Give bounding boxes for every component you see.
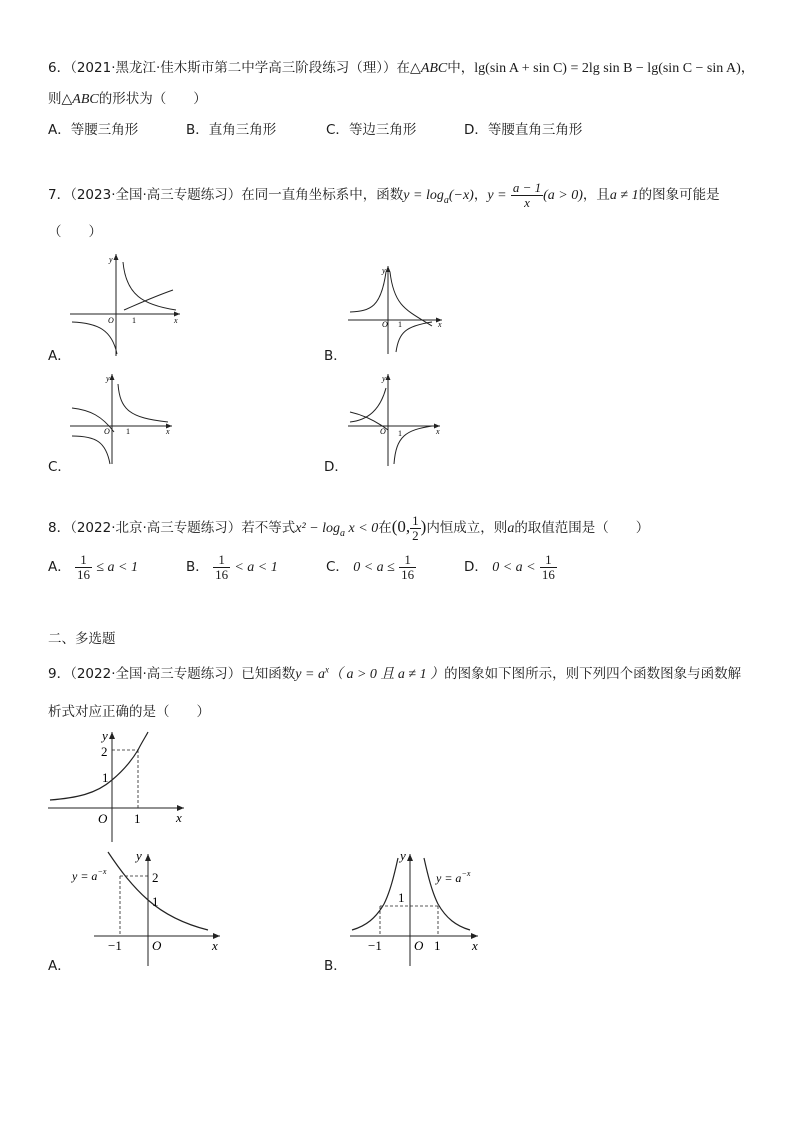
axis-x-label: x: [166, 427, 170, 436]
q7-label-d[interactable]: D．: [324, 459, 348, 475]
q7-graph-c: [68, 370, 180, 466]
q8-var: a: [507, 521, 515, 536]
x-tick-neg1-label: −1: [368, 938, 382, 953]
q7-label-a[interactable]: A．: [48, 348, 71, 364]
q6-option-a[interactable]: [48, 118, 138, 138]
option-text: 等腰三角形: [70, 122, 139, 138]
q8-option-d[interactable]: [464, 552, 557, 583]
q8-options: [48, 552, 748, 584]
q9-stem-post: 的图象如下图所示，则下列四个函数图象与函数解: [444, 666, 742, 682]
q8-inequality: $x^2 - \log_a x < 0$: [295, 521, 379, 539]
option-letter: C．: [326, 559, 349, 575]
q7-func1: $y = \log_a(-x)$: [403, 188, 474, 206]
origin-label: O: [98, 811, 108, 826]
x-tick-neg1-label: −1: [108, 938, 122, 953]
axis-x-label: x: [174, 316, 178, 325]
tick-2-label: 2: [101, 744, 108, 759]
tick-2-label: 2: [152, 870, 159, 885]
q6-stem-pre: 在: [396, 60, 411, 76]
q7-func2-lhs: y =: [487, 188, 507, 203]
q7-graph-a: [68, 250, 188, 358]
q6-option-c[interactable]: [326, 118, 416, 138]
option-letter: C．: [326, 122, 349, 138]
q7-graph-b: [346, 262, 446, 358]
option-letter: D．: [464, 122, 488, 138]
q8-source: （2022·北京·高三专题练习）: [70, 520, 242, 536]
q6-triangle-2: △ABC: [61, 92, 99, 107]
option-letter: B．: [186, 122, 209, 138]
q8-stem-post: 的取值范围是（ ）: [514, 520, 650, 536]
axis-y-label: y: [106, 374, 110, 383]
tick-1-label: 1: [102, 770, 109, 785]
q9-main-graph: [46, 728, 192, 844]
q8-stem-pre: 若不等式: [241, 520, 296, 536]
option-frac: $\frac{1}{16}$: [401, 551, 415, 582]
option-frac: $\frac{1}{16}$: [77, 551, 91, 582]
axis-x-label: x: [436, 427, 440, 436]
q7-line1: [48, 180, 720, 216]
q9-func: $y = a^x$: [295, 664, 329, 682]
q6-equation: lg(sin A + sin C) = 2lg sin B − lg(sin C − sin A)，: [474, 61, 755, 76]
axis-x-label: x: [472, 938, 478, 953]
axis-y-label: y: [136, 848, 142, 863]
option-rel: < a < 1: [234, 560, 278, 575]
q7-stem-pre: 在同一直角坐标系中，函数: [241, 187, 404, 203]
q9-source: （2022·全国·高三专题练习）: [70, 666, 242, 682]
option-frac: $\frac{1}{16}$: [541, 551, 555, 582]
tick-1-label: 1: [132, 316, 136, 325]
q7-label-c[interactable]: C．: [48, 459, 71, 475]
q8-option-c[interactable]: [326, 552, 416, 583]
q6-line2: [48, 87, 207, 108]
q6-option-d[interactable]: [464, 118, 582, 138]
curve-label: $y = a^{-x}$: [436, 869, 471, 885]
q7-func2-frac: $\frac{a - 1}{x}$: [512, 179, 542, 210]
option-pre: 0 < a ≤: [353, 560, 395, 575]
origin-label: O: [108, 316, 114, 325]
q8-stem-mid2: 内恒成立，则: [426, 520, 508, 536]
option-frac: $\frac{1}{16}$: [215, 551, 229, 582]
origin-label: O: [382, 320, 388, 329]
axis-x-label: x: [212, 938, 218, 953]
q6-number: 6．: [48, 60, 71, 76]
q7-cond: a ≠ 1: [609, 188, 639, 203]
q7-blank: （ ）: [48, 224, 102, 240]
tick-1-label: 1: [398, 429, 402, 438]
q9-line1: [48, 662, 741, 683]
origin-label: O: [380, 427, 386, 436]
axis-x-label: x: [438, 320, 442, 329]
q7-graph-d: [346, 370, 446, 468]
option-letter: A．: [48, 559, 71, 575]
axis-y-label: y: [102, 728, 108, 743]
q9-graph-b: [346, 846, 486, 968]
q6-source: （2021·黑龙江·佳木斯市第二中学高三阶段练习（理））: [70, 60, 397, 76]
axis-y-label: y: [382, 374, 386, 383]
tick-1-label: 1: [398, 890, 405, 905]
q6-triangle: △ABC: [410, 61, 448, 76]
axis-y-label: y: [109, 255, 113, 264]
q6-stem-mid: 中，: [447, 60, 475, 76]
x-tick-1-label: 1: [134, 811, 141, 826]
tick-1-label: 1: [398, 320, 402, 329]
q7-stem-post: 的图象可能是: [638, 187, 720, 203]
q7-func2-cond: (a > 0): [543, 188, 583, 203]
tick-1-label: 1: [152, 894, 159, 909]
tick-1-label: 1: [126, 427, 130, 436]
q9-graph-a: [68, 846, 228, 968]
axis-x-label: x: [176, 810, 182, 825]
q8-option-a[interactable]: [48, 552, 138, 583]
option-letter: D．: [464, 559, 488, 575]
q7-sep: ，: [473, 187, 488, 203]
x-tick-1-label: 1: [434, 938, 441, 953]
origin-label: O: [104, 427, 110, 436]
option-rel: ≤ a < 1: [96, 560, 138, 575]
option-letter: B．: [186, 559, 209, 575]
option-text: 直角三角形: [208, 122, 277, 138]
origin-label: O: [414, 938, 424, 953]
axis-y-label: y: [400, 848, 406, 863]
q8-stem-mid: 在: [378, 520, 392, 536]
q9-label-b[interactable]: B．: [324, 958, 347, 974]
q8-line1: [48, 512, 649, 549]
q9-line2: 析式对应正确的是（ ）: [48, 704, 210, 720]
option-letter: A．: [48, 122, 71, 138]
q9-number: 9．: [48, 666, 71, 682]
q6-line2-post: 的形状为（ ）: [98, 91, 207, 107]
q6-line1: [48, 56, 755, 77]
option-pre: 0 < a <: [492, 560, 536, 575]
q7-stem-mid: ，且: [582, 187, 610, 203]
q8-interval: (0, $\frac{1}{2}$ ): [391, 513, 427, 544]
axis-y-label: y: [382, 266, 386, 275]
q7-number: 7．: [48, 187, 71, 203]
q6-option-b[interactable]: [186, 118, 276, 138]
option-text: 等边三角形: [348, 122, 417, 138]
origin-label: O: [152, 938, 162, 953]
q6-line2-pre: 则: [48, 91, 62, 107]
curve-label: $y = a^{-x}$: [72, 867, 107, 883]
q9-stem-pre: 已知函数: [241, 666, 296, 682]
q7-label-b[interactable]: B．: [324, 348, 347, 364]
q8-option-b[interactable]: [186, 552, 278, 583]
q7-source: （2023·全国·高三专题练习）: [70, 187, 242, 203]
q9-label-a[interactable]: A．: [48, 958, 71, 974]
q8-number: 8．: [48, 520, 71, 536]
section-title: 二、多选题: [48, 631, 116, 647]
option-text: 等腰直角三角形: [487, 122, 583, 138]
q9-cond: （ a > 0 且 a ≠ 1 ）: [328, 667, 445, 682]
